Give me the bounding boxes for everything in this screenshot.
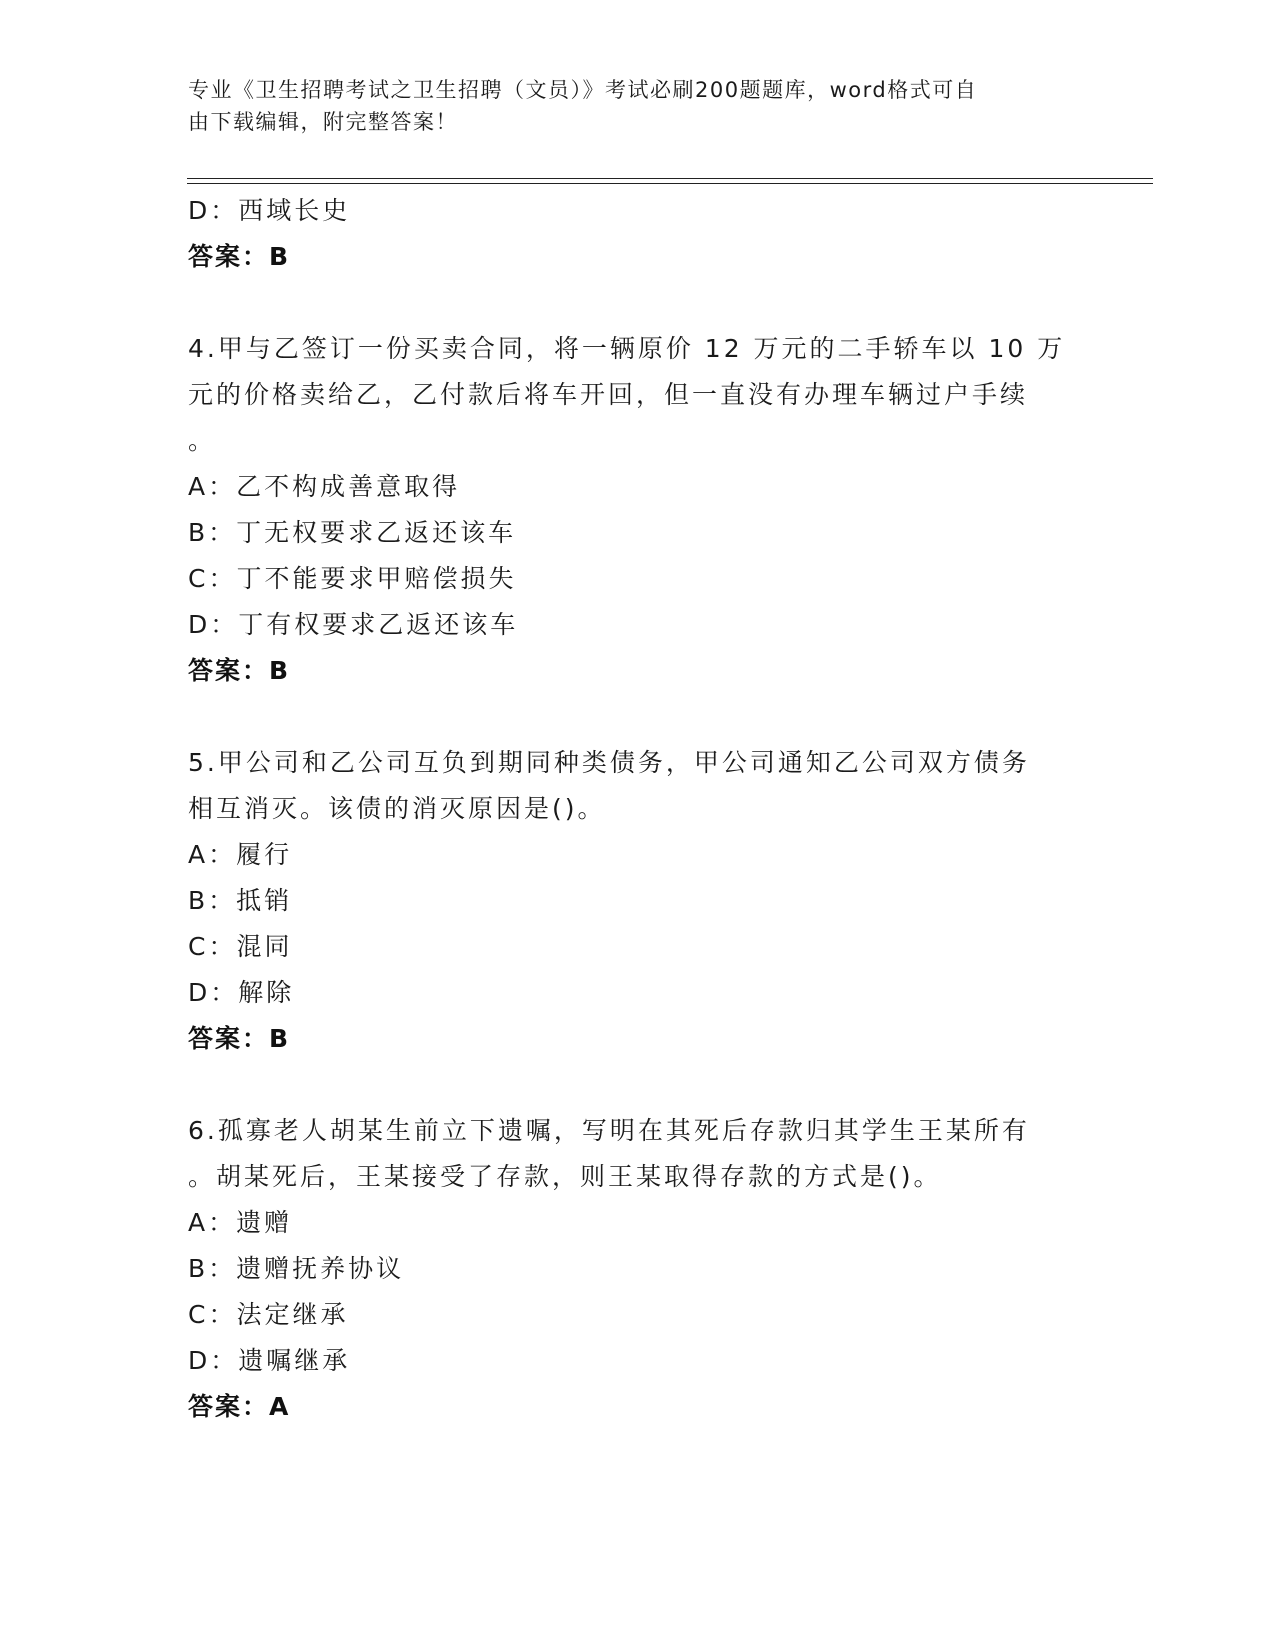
question-stem-line: 4.甲与乙签订一份买卖合同，将一辆原价 12 万元的二手轿车以 10 万: [188, 334, 1066, 363]
option-a: A：履行: [188, 840, 293, 869]
document-body: [188, 188, 1068, 1430]
option-a: A：乙不构成善意取得: [188, 472, 461, 501]
question-5: [188, 740, 1068, 1062]
option-a: A：遗赠: [188, 1208, 293, 1237]
header-line-2: 由下载编辑，附完整答案！: [188, 110, 458, 134]
document-header: [188, 74, 1068, 138]
prev-question-option-d: D：西域长史: [188, 196, 351, 225]
spacer: [188, 694, 1068, 740]
question-stem-line: 。胡某死后，王某接受了存款，则王某取得存款的方式是()。: [188, 1162, 942, 1191]
option-d: D：解除: [188, 978, 295, 1007]
question-6: [188, 1108, 1068, 1430]
option-b: B：遗赠抚养协议: [188, 1254, 405, 1283]
answer: 答案：B: [188, 1024, 291, 1053]
prev-question-answer: 答案：B: [188, 242, 291, 271]
option-b: B：丁无权要求乙返还该车: [188, 518, 517, 547]
option-c: C：丁不能要求甲赔偿损失: [188, 564, 517, 593]
option-c: C：混同: [188, 932, 293, 961]
header-divider-bottom: [187, 183, 1153, 184]
question-stem-line: 。: [188, 426, 217, 455]
header-line-1: 专业《卫生招聘考试之卫生招聘（文员）》考试必刷200题题库，word格式可自: [188, 78, 978, 102]
question-stem-line: 元的价格卖给乙，乙付款后将车开回，但一直没有办理车辆过户手续: [188, 380, 1029, 409]
spacer: [188, 280, 1068, 326]
spacer: [188, 1062, 1068, 1108]
header-divider-top: [187, 178, 1153, 179]
option-c: C：法定继承: [188, 1300, 349, 1329]
option-b: B：抵销: [188, 886, 293, 915]
option-d: D：丁有权要求乙返还该车: [188, 610, 519, 639]
answer: 答案：B: [188, 656, 291, 685]
question-4: [188, 326, 1068, 694]
option-d: D：遗嘱继承: [188, 1346, 351, 1375]
question-stem-line: 相互消灭。该债的消灭原因是()。: [188, 794, 606, 823]
question-stem-line: 5.甲公司和乙公司互负到期同种类债务，甲公司通知乙公司双方债务: [188, 748, 1030, 777]
answer: 答案：A: [188, 1392, 291, 1421]
question-stem-line: 6.孤寡老人胡某生前立下遗嘱，写明在其死后存款归其学生王某所有: [188, 1116, 1030, 1145]
